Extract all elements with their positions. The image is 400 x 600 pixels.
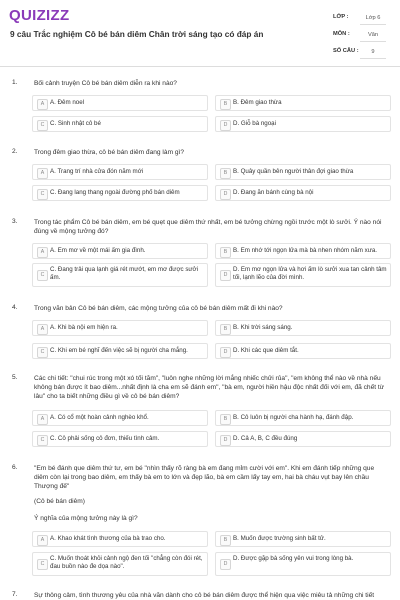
worksheet-header — [0, 0, 400, 67]
option-b[interactable] — [215, 164, 391, 180]
option-d[interactable] — [215, 263, 391, 287]
option-text: C. Đang lang thang ngoài đường phố bán diêm — [50, 189, 180, 196]
question-number: 6. — [12, 464, 18, 471]
option-letter: C — [37, 120, 48, 131]
question-text: Các chi tiết: "chui rúc trong một xó tối tăm", "luôn nghe những lời mắng nhiếc chửi rủa", "em không thể nào về nhà nếu không bán được ít bao diêm...nhất định là cha em sẽ đánh em", "bà em, người hiền hậu độc nhất đối với em, đã chết từ lâu" cho ta biết những điều gì về cô bé bán diêm? — [34, 375, 385, 400]
option-letter: B — [220, 324, 231, 335]
option-text: D. Đang ăn bánh cùng bà nội — [233, 189, 314, 196]
option-d[interactable] — [215, 185, 391, 201]
option-text: B. Muốn được trường sinh bất tử. — [233, 535, 326, 542]
option-c[interactable] — [32, 431, 208, 447]
option-d[interactable] — [215, 343, 391, 359]
option-letter: D — [220, 559, 231, 570]
option-letter: B — [220, 168, 231, 179]
option-letter: A — [37, 247, 48, 258]
option-text: C. Cô phải sống cô đơn, thiếu tình cảm. — [50, 435, 160, 442]
option-text: A. Trang trí nhà cửa đón năm mới — [50, 168, 144, 175]
option-b[interactable] — [215, 95, 391, 111]
option-letter: D — [220, 120, 231, 131]
option-letter: C — [37, 559, 48, 570]
option-letter: A — [37, 324, 48, 335]
option-letter: C — [37, 435, 48, 446]
option-a[interactable] — [32, 410, 208, 426]
option-letter: A — [37, 168, 48, 179]
question-number: 2. — [12, 148, 18, 155]
option-b[interactable] — [215, 531, 391, 547]
class-label: LỚP : — [333, 14, 349, 20]
option-d[interactable] — [215, 116, 391, 132]
question-number: 7. — [12, 591, 18, 598]
question-text: Trong đêm giao thừa, cô bé bán diêm đang làm gì? — [34, 149, 185, 156]
question-number: 3. — [12, 218, 18, 225]
option-letter: B — [220, 414, 231, 425]
option-text: A. Đêm noel — [50, 99, 85, 106]
option-text: A. Khao khát tình thương của bà trao cho. — [50, 535, 166, 542]
option-letter: D — [220, 347, 231, 358]
option-text: A. Có cổ một hoàn cảnh nghèo khổ. — [50, 414, 149, 421]
option-text: B. Em nhớ tới ngọn lửa mà bà nhen nhóm năm xưa. — [233, 247, 378, 254]
option-letter: C — [37, 189, 48, 200]
option-b[interactable] — [215, 243, 391, 259]
option-text: B. Đêm giao thừa — [233, 99, 282, 106]
question-number: 1. — [12, 79, 18, 86]
worksheet-title: 9 câu Trắc nghiệm Cô bé bán diêm Chân trời sáng tạo có đáp án — [10, 29, 264, 39]
question-number: 4. — [12, 304, 18, 311]
question-text: "Em bé đánh que diêm thứ tư, em bé "nhìn thấy rõ ràng bà em đang mỉm cười với em". Khi em đánh tiếp những que diêm còn lại trong bao diêm, em thấy bà em to lớn và đẹp lão, bà em cầm lấy tay em, hai bà cháu vụt bay lên chầu Thượng đế" — [34, 465, 375, 490]
question-number: 5. — [12, 374, 18, 381]
option-text: D. Khi các que diêm tắt. — [233, 347, 299, 354]
option-a[interactable] — [32, 531, 208, 547]
option-letter: A — [37, 99, 48, 110]
option-d[interactable] — [215, 431, 391, 447]
option-c[interactable] — [32, 185, 208, 201]
option-letter: D — [220, 189, 231, 200]
question-prompt: Ý nghĩa của mộng tưởng này là gì? — [34, 515, 138, 522]
subject-value: Văn — [360, 29, 386, 42]
option-text: D. Được gặp bà sống yên vui trong lòng bà. — [233, 555, 354, 562]
question-text: Trong văn bản Cô bé bán diêm, các mộng tưởng của cô bé bán diêm mất đi khi nào? — [34, 305, 283, 312]
option-text: D. Cả A, B, C đều đúng — [233, 435, 298, 442]
question-text: Bối cảnh truyện Cô bé bán diêm diễn ra khi nào? — [34, 80, 177, 87]
option-text: C. Muốn thoát khỏi cảnh ngộ đen tối "chẳng còn đói rét, đau buồn nào đe dọa nào". — [50, 555, 203, 570]
option-text: C. Sinh nhật cô bé — [50, 120, 101, 127]
option-letter: D — [220, 270, 231, 281]
option-b[interactable] — [215, 320, 391, 336]
worksheet-meta — [333, 11, 389, 62]
count-value: 9 — [360, 46, 386, 59]
subject-label: MÔN : — [333, 31, 350, 37]
option-letter: A — [37, 414, 48, 425]
class-value: Lớp 6 — [360, 12, 386, 25]
option-text: D. Em mơ ngọn lửa và hơi ấm lò sưởi xua tan cảnh tâm tối, lạnh lẽo của đời mình. — [233, 266, 387, 281]
option-letter: B — [220, 99, 231, 110]
option-c[interactable] — [32, 343, 208, 359]
option-letter: A — [37, 535, 48, 546]
class-row — [333, 11, 389, 28]
question-source: (Cô bé bán diêm) — [34, 498, 85, 505]
option-c[interactable] — [32, 552, 208, 576]
option-c[interactable] — [32, 116, 208, 132]
option-letter: B — [220, 535, 231, 546]
count-label: SỐ CÂU : — [333, 48, 359, 54]
question-text: Trong tác phẩm Cô bé bán diêm, em bé quẹt que diêm thứ nhất, em bé tưởng chừng ngồi trước một lò sưởi. Ý nào nói đúng về mộng tưởng đó? — [34, 219, 382, 235]
quizizz-logo: QUIZIZZ — [9, 7, 70, 24]
option-text: B. Cô luôn bị người cha hành hạ, đánh đập. — [233, 414, 354, 421]
option-text: A. Em mơ về một mái ấm gia đình. — [50, 247, 146, 254]
option-text: B. Quây quần bên người thân đợi giao thừa — [233, 168, 354, 175]
option-text: D. Giỗ bà ngoại — [233, 120, 276, 127]
option-a[interactable] — [32, 320, 208, 336]
option-d[interactable] — [215, 552, 391, 576]
option-a[interactable] — [32, 243, 208, 259]
option-letter: C — [37, 270, 48, 281]
option-letter: D — [220, 435, 231, 446]
option-text: B. Khi trời sáng sáng. — [233, 324, 293, 331]
option-a[interactable] — [32, 164, 208, 180]
option-text: A. Khi bà nội em hiện ra. — [50, 324, 118, 331]
count-row — [333, 45, 389, 62]
option-c[interactable] — [32, 263, 208, 287]
option-letter: B — [220, 247, 231, 258]
option-text: C. Khi em bé nghĩ đến việc sẽ bị người cha mắng. — [50, 347, 188, 354]
subject-row — [333, 28, 389, 45]
option-a[interactable] — [32, 95, 208, 111]
option-text: C. Đang trải qua lạnh giá rét mướt, em mơ được sưởi ấm. — [50, 266, 198, 281]
question-text: Sự thông cảm, tình thương yêu của nhà văn dành cho cô bé bán diêm được thể hiện qua việc miêu tả những chi tiết — [34, 592, 375, 599]
option-letter: C — [37, 347, 48, 358]
option-b[interactable] — [215, 410, 391, 426]
